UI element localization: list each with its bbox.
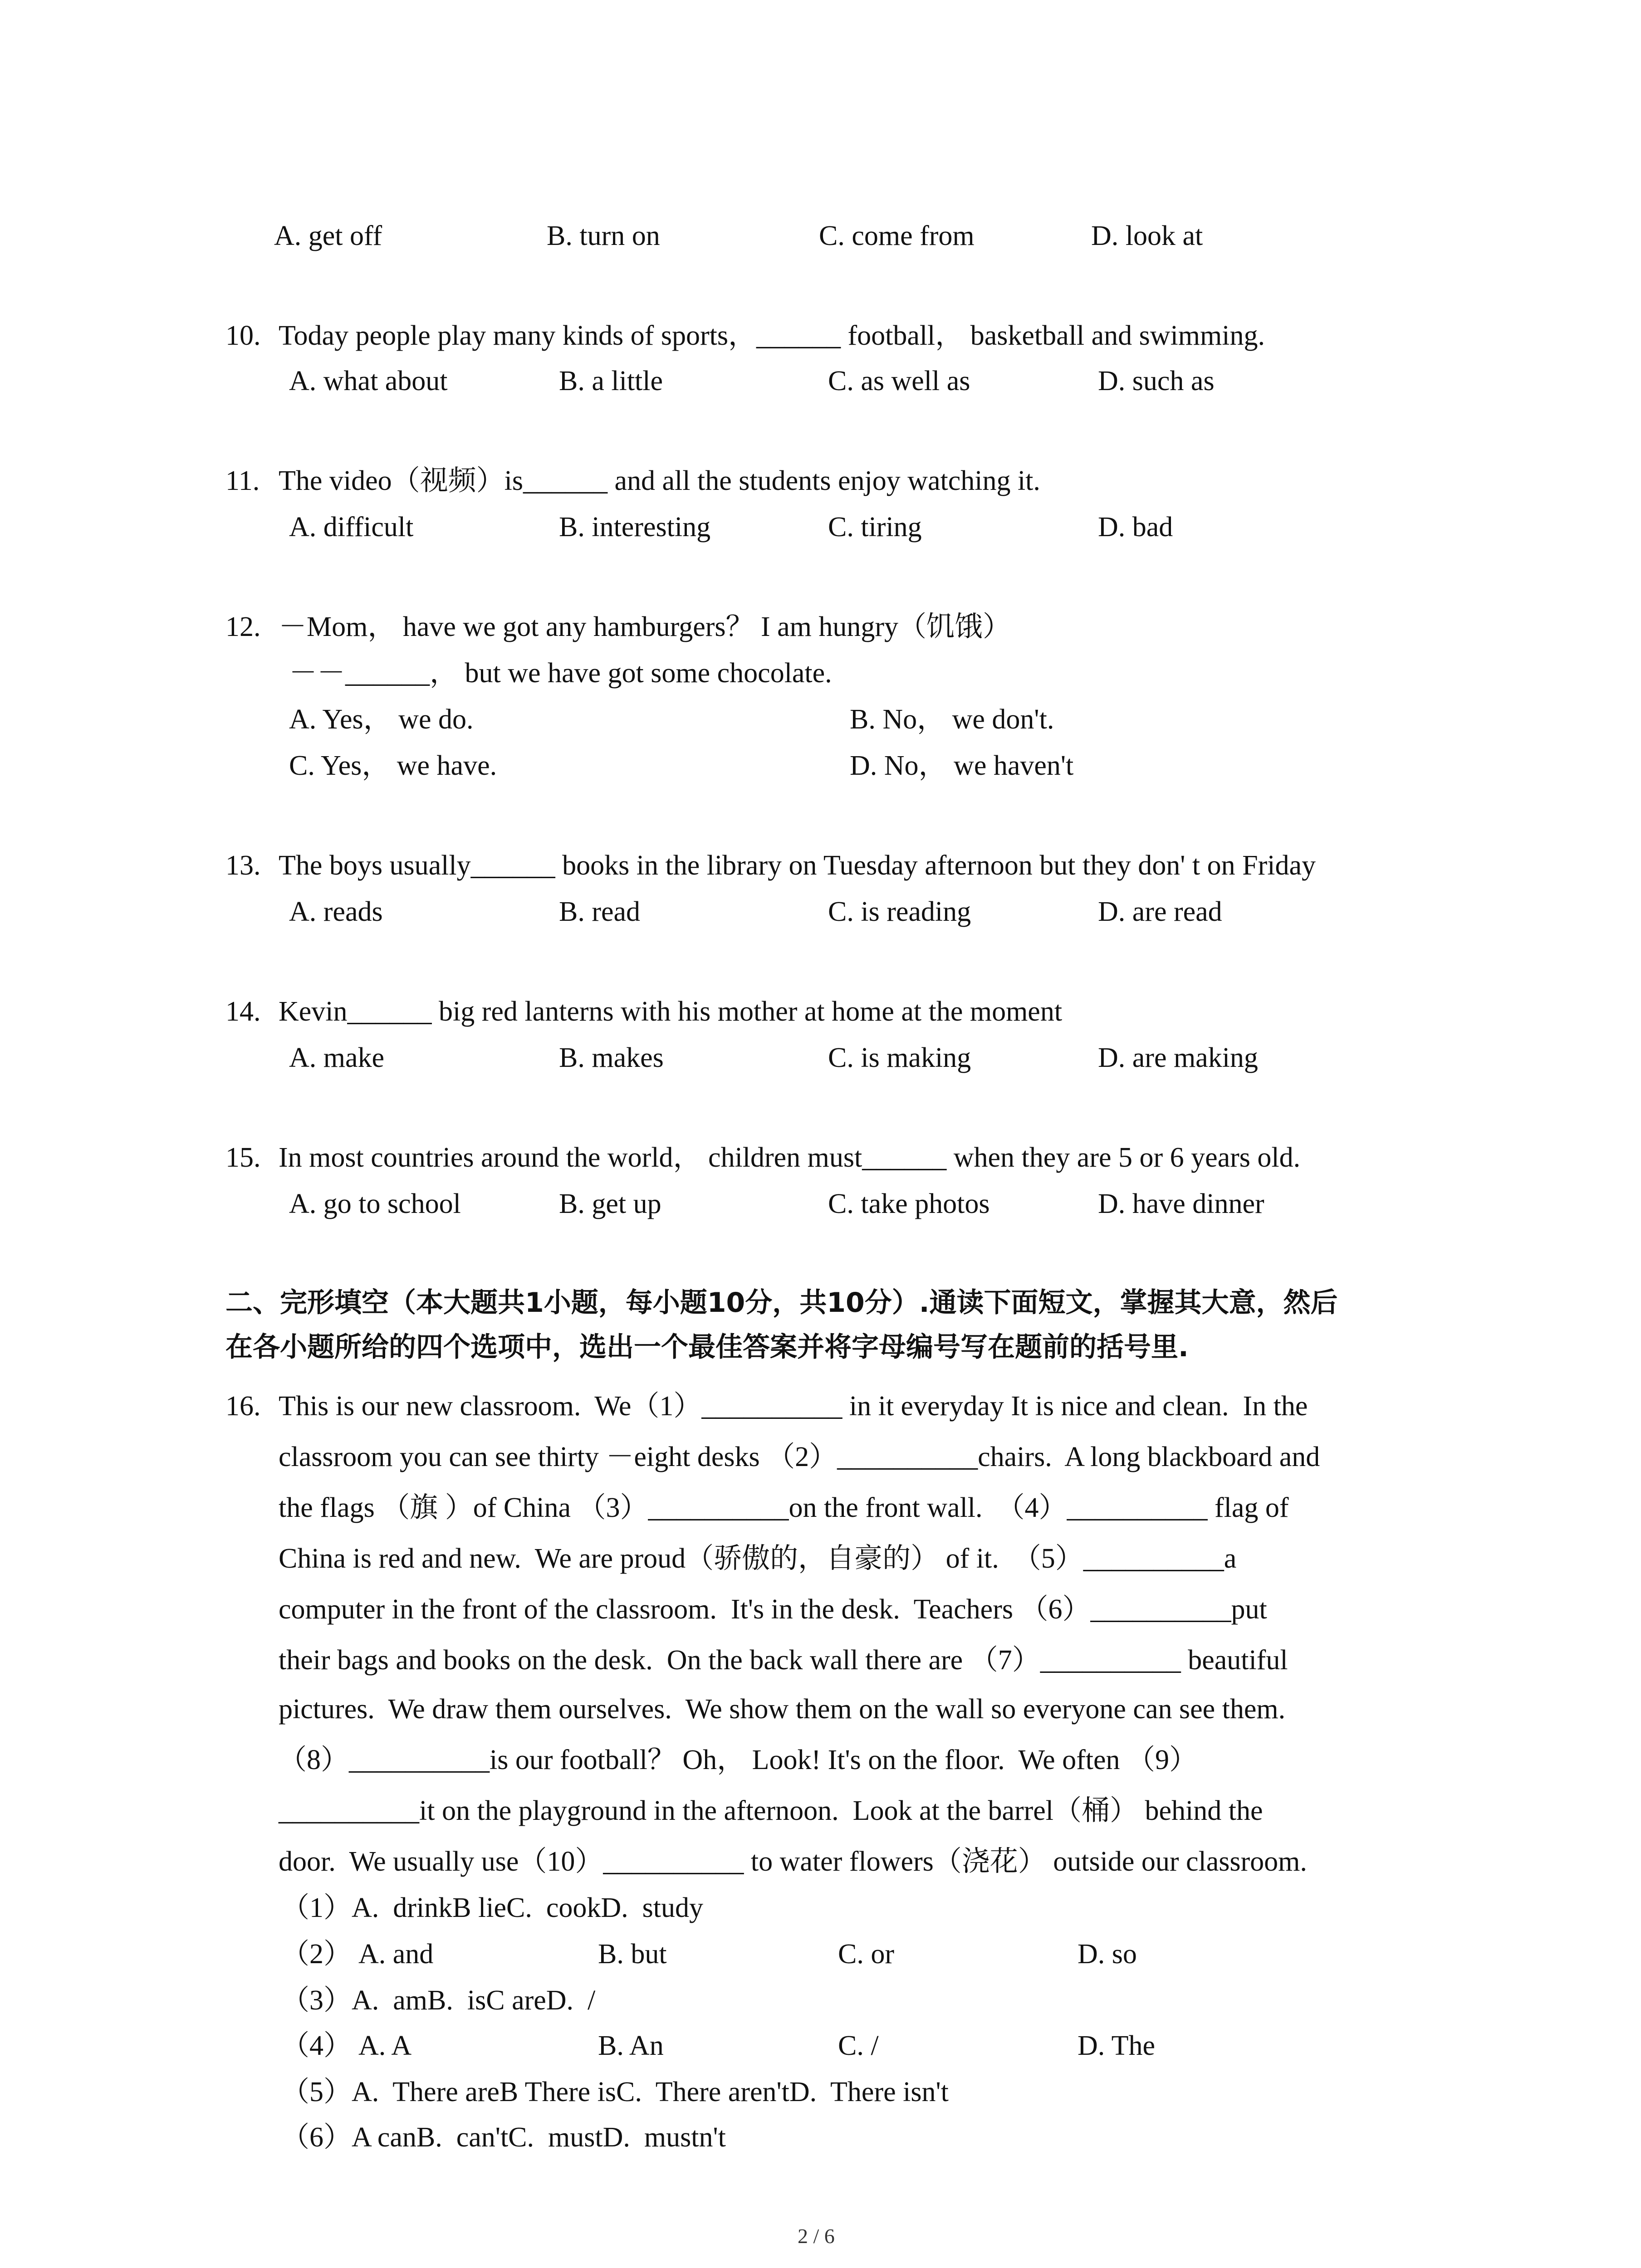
passage-line: （8）__________is our football？ Oh， Look! It's on the floor. We often （9）	[279, 1745, 1197, 1775]
choice-2-option-c: C. or	[838, 1939, 894, 1970]
option-b: B. makes	[559, 1042, 664, 1073]
passage-line: door. We usually use（10）__________ to water flowers（浇花） outside our classroom.	[279, 1846, 1307, 1877]
choice-1: （1）A. drinkB lieC. cookD. study	[281, 1892, 703, 1923]
choice-4-option-a: A. A	[358, 2030, 412, 2061]
option-a: A. go to school	[289, 1188, 461, 1219]
choice-2-option-b: B. but	[598, 1939, 667, 1970]
option-d: D. bad	[1098, 512, 1173, 543]
question-number: 14.	[225, 996, 261, 1027]
option-a: A. reads	[289, 896, 383, 927]
choice-5: （5）A. There areB There isC. There aren'tD. There isn't	[281, 2077, 949, 2107]
choice-4-option-d: D. The	[1078, 2030, 1156, 2061]
passage-line: their bags and books on the desk. On the back wall there are （7）__________ beautiful	[279, 1645, 1288, 1676]
question-stem: The video（视频）is______ and all the students enjoy watching it.	[279, 465, 1040, 496]
option-d: D. such as	[1098, 366, 1215, 396]
passage-line: computer in the front of the classroom. It's in the desk. Teachers （6）__________put	[279, 1594, 1267, 1625]
passage-line: pictures. We draw them ourselves. We show them on the wall so everyone can see them.	[279, 1694, 1286, 1725]
option-b: B. interesting	[559, 512, 711, 543]
choice-3: （3）A. amB. isC areD. /	[281, 1985, 596, 2016]
question-number: 13.	[225, 850, 261, 881]
passage-line: __________it on the playground in the afternoon. Look at the barrel（桶） behind the	[279, 1795, 1263, 1826]
question-number: 10.	[225, 320, 261, 351]
option-c: C. take photos	[828, 1188, 990, 1219]
choice-4-option-b: B. An	[598, 2030, 664, 2061]
question-stem: －Mom， have we got any hamburgers？ I am hungry（饥饿）	[279, 611, 1011, 642]
choice-2-label: （2）	[281, 1939, 352, 1970]
choice-2-option-d: D. so	[1078, 1939, 1137, 1970]
question-stem: Kevin______ big red lanterns with his mother at home at the moment	[279, 996, 1063, 1027]
option-b: B. a little	[559, 366, 663, 396]
q9-option-a: A. get off	[274, 220, 382, 251]
option-c: C. tiring	[828, 512, 922, 543]
passage-line: This is our new classroom. We（1）__________ in it everyday It is nice and clean. In the	[279, 1391, 1308, 1422]
option-b: B. No， we don't.	[850, 704, 1054, 735]
option-d: D. have dinner	[1098, 1188, 1264, 1219]
q9-option-d: D. look at	[1091, 220, 1203, 251]
option-b: B. read	[559, 896, 641, 927]
option-c: C. Yes， we have.	[289, 750, 497, 781]
question-number: 15.	[225, 1142, 261, 1173]
question-stem: Today people play many kinds of sports，______ football， basketball and swimming.	[279, 320, 1265, 351]
question-number: 11.	[225, 465, 260, 496]
choice-4-option-c: C. /	[838, 2030, 879, 2061]
q9-option-b: B. turn on	[547, 220, 660, 251]
page-number: 2 / 6	[798, 2224, 835, 2248]
option-a: A. Yes， we do.	[289, 704, 474, 735]
question-number: 16.	[225, 1391, 261, 1422]
option-c: C. as well as	[828, 366, 970, 396]
section-title: 二、完形填空（本大题共1小题，每小题10分，共10分）.通读下面短文，掌握其大意，然后	[225, 1287, 1338, 1319]
option-d: D. are making	[1098, 1042, 1258, 1073]
option-d: D. No， we haven't	[850, 750, 1074, 781]
option-b: B. get up	[559, 1188, 661, 1219]
option-a: A. difficult	[289, 512, 414, 543]
question-stem: The boys usually______ books in the library on Tuesday afternoon but they don' t on Friday	[279, 850, 1316, 881]
choice-2-option-a: A. and	[358, 1939, 434, 1970]
option-c: C. is making	[828, 1042, 971, 1073]
option-a: A. what about	[289, 366, 448, 396]
passage-line: China is red and new. We are proud（骄傲的，自豪的） of it. （5）__________a	[279, 1543, 1237, 1574]
section-title-continued: 在各小题所给的四个选项中，选出一个最佳答案并将字母编号写在题前的括号里.	[225, 1331, 1189, 1363]
option-a: A. make	[289, 1042, 385, 1073]
question-number: 12.	[225, 611, 261, 642]
choice-4-label: （4）	[281, 2030, 352, 2061]
passage-line: the flags （旗 ）of China （3）__________on the front wall. （4）__________ flag of	[279, 1492, 1289, 1523]
option-c: C. is reading	[828, 896, 971, 927]
passage-line: classroom you can see thirty －eight desks （2）__________chairs. A long blackboard and	[279, 1442, 1320, 1472]
question-stem-reply: －－______， but we have got some chocolate.	[289, 658, 832, 689]
option-d: D. are read	[1098, 896, 1222, 927]
question-stem: In most countries around the world， children must______ when they are 5 or 6 years old.	[279, 1142, 1301, 1173]
q9-option-c: C. come from	[819, 220, 975, 251]
choice-6: （6）A canB. can'tC. mustD. mustn't	[281, 2122, 726, 2153]
